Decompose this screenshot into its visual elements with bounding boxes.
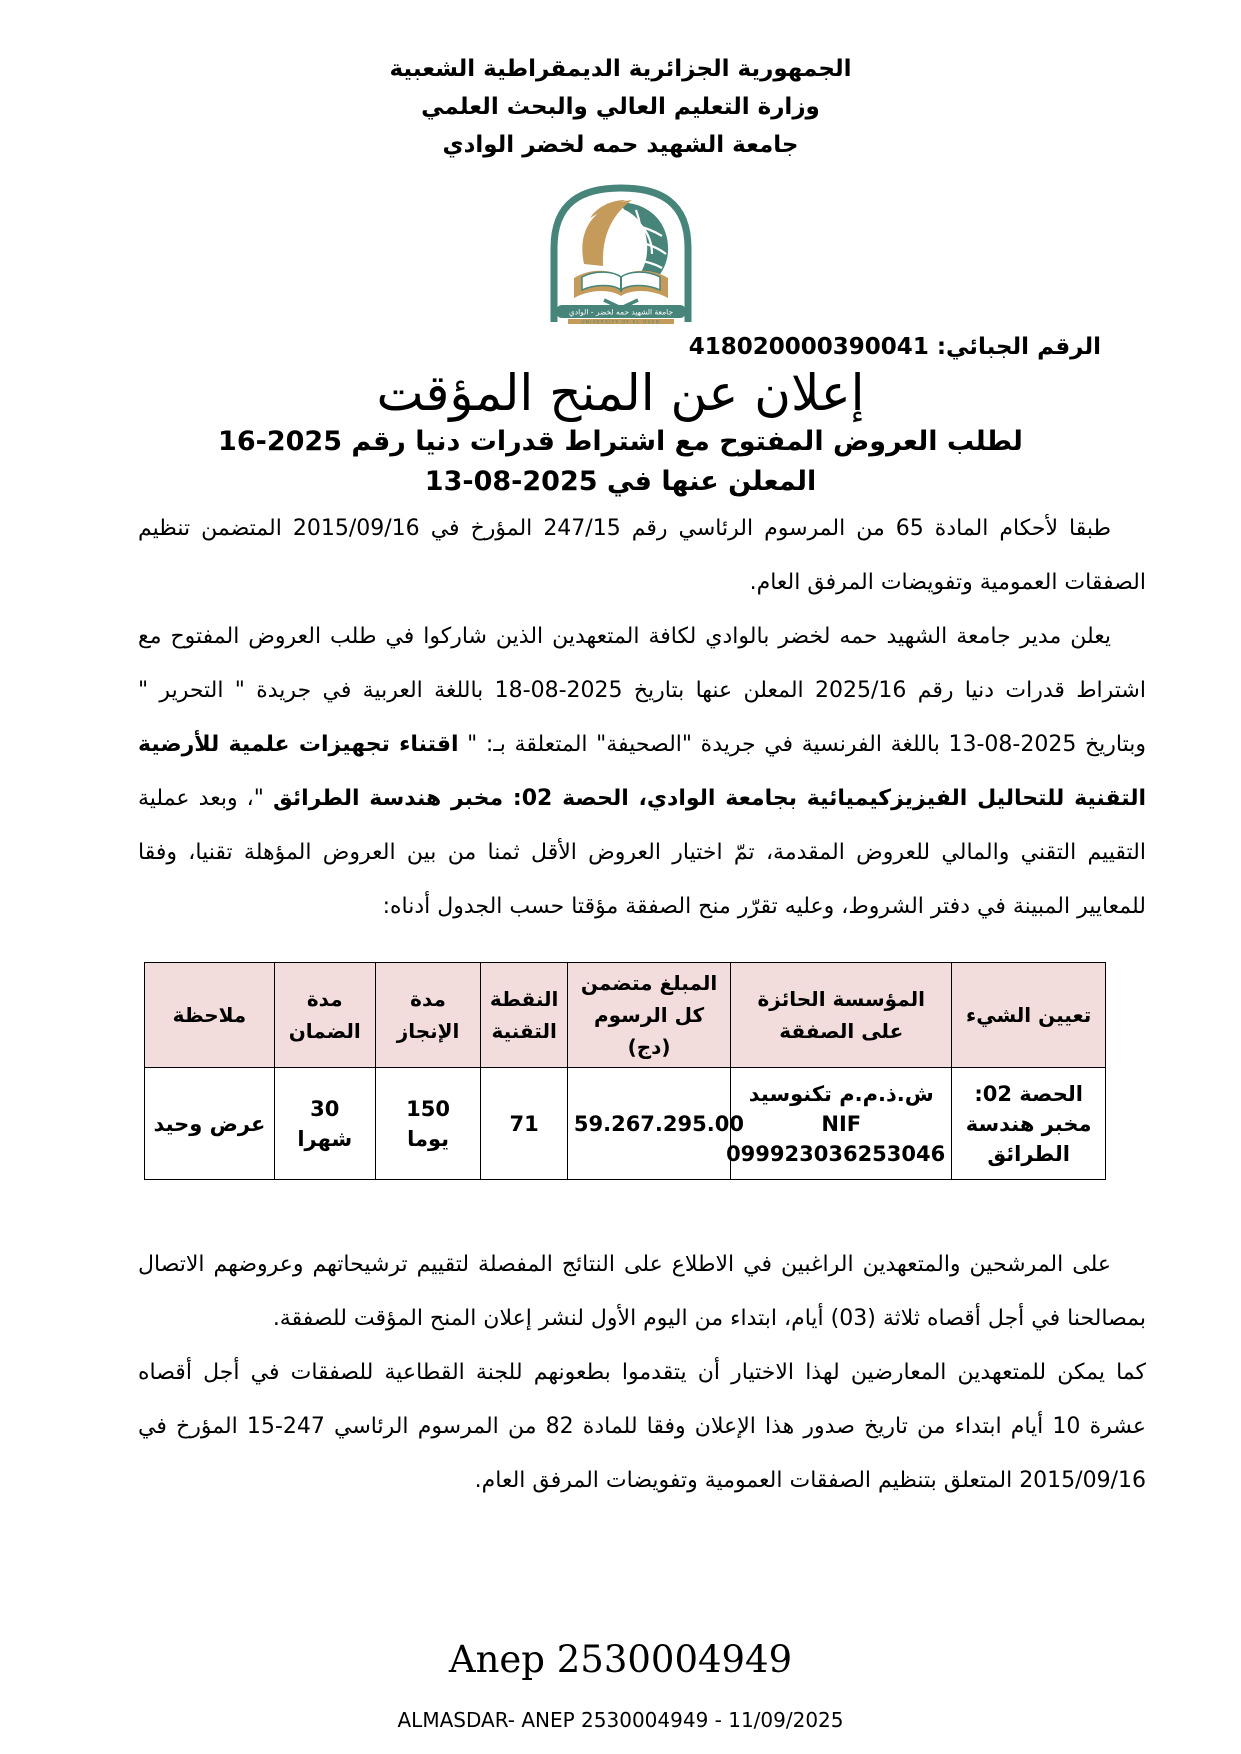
cell-technical-score: 71	[481, 1068, 567, 1180]
cell-designation: الحصة 02: مخبر هندسة الطرائق	[952, 1068, 1106, 1180]
page-title: إعلان عن المنح المؤقت	[376, 364, 865, 422]
header-amount: المبلغ متضمن كل الرسوم (دج)	[567, 963, 730, 1068]
logo-banner-en	[568, 319, 674, 324]
subtitle-line-2: المعلن عنها في 2025-08-13	[424, 466, 817, 497]
svg-text:جامعة الشهيد حمه لخضر - الوادي: جامعة الشهيد حمه لخضر - الوادي	[568, 307, 673, 317]
winner-nif-label: NIF	[821, 1111, 862, 1136]
header-note: ملاحظة	[145, 963, 275, 1068]
award-table	[144, 962, 1106, 1180]
winner-name: ش.ذ.م.م تكنوسيد	[748, 1081, 934, 1106]
table-row	[145, 1068, 1106, 1180]
logo-banner-ar	[556, 305, 686, 318]
paragraph-legal-basis: طبقا لأحكام المادة 65 من المرسوم الرئاسي رقم 247/15 المؤرخ في 2015/09/16 المتضمن تنظيم الصفقات العمومية وتفويضات المرفق العام.	[138, 516, 1146, 595]
winner-nif-number: 099923036253046	[726, 1141, 946, 1166]
table-header-row	[145, 963, 1106, 1068]
header-completion-period: مدة الإنجاز	[375, 963, 481, 1068]
anep-reference: Anep 2530004949	[448, 1638, 793, 1681]
university-logo	[516, 174, 726, 328]
header-warranty-period: مدة الضمان	[274, 963, 375, 1068]
paragraph-results-access: على المرشحين والمتعهدين الراغبين في الاطلاع على النتائج المفصلة لتقييم ترشيحاتهم وعروضهم الاتصال بمصالحنا في أجل أقصاه ثلاثة (03) أيام، ابتداء من اليوم الأول لنشر إعلان المنح المؤقت للصفقة.	[138, 1252, 1146, 1331]
paragraph-announcement-part1: يعلن مدير جامعة الشهيد حمه لخضر بالوادي لكافة المتعهدين الذين شاركوا في طلب العروض المفتوح مع اشتراط قدرات دنيا رقم 2025/16 المعلن عنها بتاريخ 2025-08-18 باللغة العربية في جريدة " التحرير " وبتاريخ 2025-08-13 باللغة الفرنسية في جريدة "الصحيفة" المتعلقة بـ: "	[138, 624, 1147, 757]
svg-text:UNIVERSITY OF EL OUED: UNIVERSITY OF EL OUED	[581, 319, 660, 324]
cell-amount: 59.267.295.00	[567, 1068, 730, 1180]
ministry-line: وزارة التعليم العالي والبحث العلمي	[421, 94, 820, 120]
cell-note: عرض وحيد	[145, 1068, 275, 1180]
document-body	[138, 502, 1146, 1508]
paragraph-announcement-part2: "، وبعد عملية التقييم التقني والمالي للعروض المقدمة، تمّ اختيار العروض الأقل ثمنا من بين العروض المؤهلة تقنيا، وفقا للمعايير المبينة في دفتر الشروط، وعليه تقرّر منح الصفقة مؤقتا حسب الجدول أدناه:	[138, 786, 1146, 919]
source-footer: ALMASDAR- ANEP 2530004949 - 11/09/2025	[397, 1708, 844, 1732]
cell-completion-period: 150 يوما	[375, 1068, 481, 1180]
header-technical-score: النقطة التقنية	[481, 963, 567, 1068]
cell-warranty-period: 30 شهرا	[274, 1068, 375, 1180]
republic-line: الجمهورية الجزائرية الديمقراطية الشعبية	[389, 56, 852, 82]
tax-number-line: الرقم الجبائي: 418020000390041	[688, 334, 1101, 360]
paragraph-announcement	[138, 610, 1146, 934]
university-line: جامعة الشهيد حمه لخضر الوادي	[442, 132, 799, 158]
paragraph-appeals: كما يمكن للمتعهدين المعارضين لهذا الاختيار أن يتقدموا بطعونهم للجنة القطاعية للصفقات في أجل أقصاه عشرة 10 أيام ابتداء من تاريخ صدور هذا الإعلان وفقا للمادة 82 من المرسوم الرئاسي 247-15 المؤرخ في 2015/09/16 المتعلق بتنظيم الصفقات العمومية وتفويضات المرفق العام.	[138, 1360, 1146, 1493]
logo-book-icon	[574, 271, 668, 308]
paragraph-announcement-subject: اقتناء تجهيزات علمية للأرضية التقنية للتحاليل الفيزيزكيميائية بجامعة الوادي، الحصة 02: مخبر هندسة الطرائق	[138, 732, 1146, 811]
official-header	[0, 0, 1241, 164]
subtitle-line-1: لطلب العروض المفتوح مع اشتراط قدرات دنيا رقم 2025-16	[218, 426, 1023, 457]
header-designation: تعيين الشيء	[952, 963, 1106, 1068]
cell-winner	[726, 1068, 952, 1180]
header-winner: المؤسسة الحائزة على الصفقة	[731, 963, 952, 1068]
